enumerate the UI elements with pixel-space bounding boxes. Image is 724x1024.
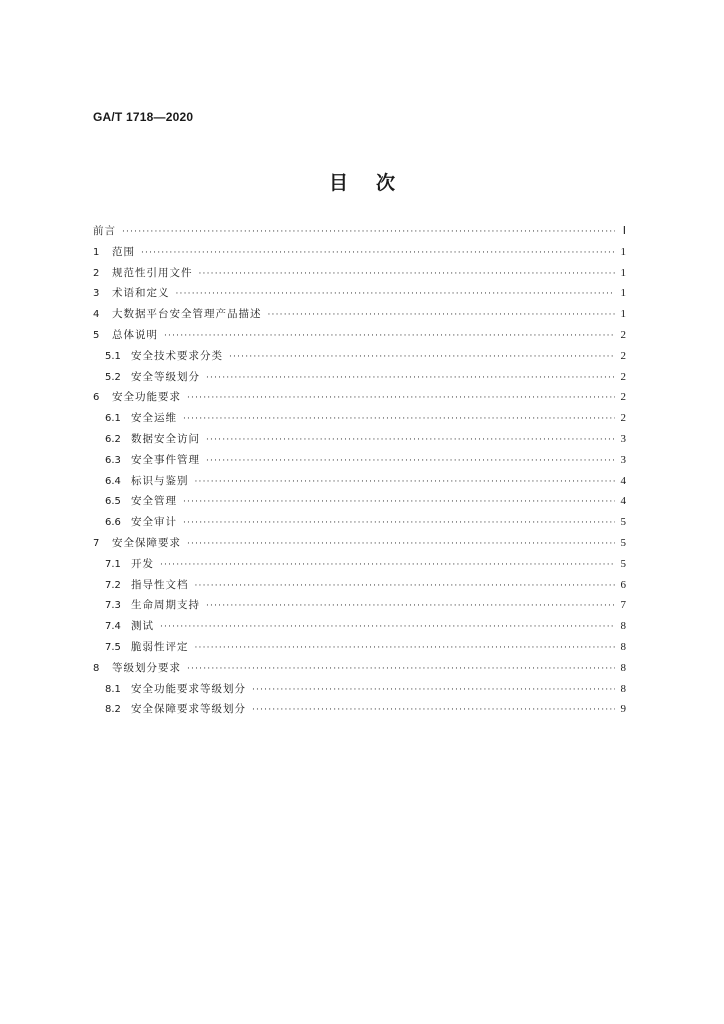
toc-entry[interactable]	[93, 242, 626, 263]
toc-entry-number: 3	[93, 288, 100, 300]
toc-entry[interactable]	[93, 367, 626, 388]
dot-leader	[164, 326, 615, 347]
toc-entry[interactable]	[93, 554, 626, 575]
toc-entry[interactable]	[93, 637, 626, 658]
dot-leader	[187, 388, 615, 409]
toc-entry-title: 安全事件管理	[131, 453, 200, 466]
toc-entry-title: 数据安全访问	[131, 432, 200, 445]
toc-entry-title: 安全功能要求	[112, 391, 181, 404]
toc-entry[interactable]	[93, 595, 626, 616]
toc-entry-page-number: 8	[620, 640, 626, 653]
toc-entry-page-number: 2	[620, 328, 626, 341]
toc-entry-page-number: 2	[620, 349, 626, 362]
toc-entry-page-number: 6	[620, 578, 626, 591]
toc-entry[interactable]	[93, 283, 626, 304]
toc-entry-number: 6.1	[105, 413, 121, 425]
toc-entry-title: 大数据平台安全管理产品描述	[112, 308, 262, 321]
toc-entry-title: 规范性引用文件	[112, 266, 193, 279]
dot-leader	[206, 368, 615, 389]
toc-entry[interactable]	[93, 429, 626, 450]
toc-entry[interactable]	[93, 221, 626, 242]
toc-entry-page-number: 5	[620, 536, 626, 549]
dot-leader	[195, 576, 616, 597]
dot-leader	[187, 534, 615, 555]
toc-entry-title: 术语和定义	[112, 287, 170, 300]
toc-entry-number: 7.1	[105, 558, 121, 570]
toc-entry-number: 5.2	[105, 371, 121, 383]
toc-entry-number: 6.5	[105, 496, 121, 508]
toc-entry[interactable]	[93, 533, 626, 554]
toc-entry-title: 安全保障要求等级划分	[131, 703, 246, 716]
toc-entry-number: 5	[93, 329, 100, 341]
dot-leader	[183, 409, 615, 430]
toc-entry-title: 安全等级划分	[131, 370, 200, 383]
toc-entry-page-number: 1	[620, 245, 626, 258]
toc-entry-title: 安全保障要求	[112, 536, 181, 549]
toc-entry[interactable]	[93, 304, 626, 325]
toc-entry[interactable]	[93, 575, 626, 596]
toc-entry-page-number: 1	[620, 266, 626, 279]
toc-entry-number: 4	[93, 309, 100, 321]
toc-entry-number: 6	[93, 392, 100, 404]
toc-entry-title: 安全功能要求等级划分	[131, 682, 246, 695]
toc-entry-page-number: 5	[620, 557, 626, 570]
toc-entry-page-number: 4	[620, 474, 626, 487]
toc-entry[interactable]	[93, 346, 626, 367]
dot-leader	[122, 222, 615, 243]
toc-entry[interactable]	[93, 699, 626, 720]
toc-entry-number: 8	[93, 662, 100, 674]
dot-leader	[160, 617, 615, 638]
toc-entry-title: 安全管理	[131, 495, 177, 508]
dot-leader	[195, 472, 616, 493]
dot-leader	[252, 700, 615, 721]
dot-leader	[206, 451, 615, 472]
dot-leader	[183, 492, 615, 513]
toc-entry-number: 7.3	[105, 600, 121, 612]
toc-entry[interactable]	[93, 325, 626, 346]
toc-entry-title: 脆弱性评定	[131, 640, 189, 653]
toc-entry-page-number: 9	[620, 703, 626, 716]
toc-entry-number: 5.1	[105, 350, 121, 362]
toc-title: 目次	[328, 172, 423, 194]
toc-entry-page-number: 3	[620, 453, 626, 466]
toc-entry-number: 7.2	[105, 579, 121, 591]
dot-leader	[187, 659, 615, 680]
toc-entry[interactable]	[93, 408, 626, 429]
toc-entry-page-number: 1	[620, 287, 626, 300]
toc-entry-page-number: 2	[620, 412, 626, 425]
toc-entry-page-number: 2	[620, 391, 626, 404]
toc-entry[interactable]	[93, 491, 626, 512]
toc-entry[interactable]	[93, 263, 626, 284]
dot-leader	[183, 513, 615, 534]
dot-leader	[206, 596, 615, 617]
toc-entry-title: 安全技术要求分类	[131, 349, 223, 362]
dot-leader	[195, 638, 616, 659]
dot-leader	[176, 284, 616, 305]
toc-entry-title: 标识与鉴别	[131, 474, 189, 487]
toc-entry-title: 范围	[112, 245, 135, 258]
toc-entry-page-number: 5	[620, 516, 626, 529]
toc-entry-number: 7.4	[105, 621, 121, 633]
toc-entry-number: 6.6	[105, 517, 121, 529]
toc-entry-title: 开发	[131, 557, 154, 570]
toc-entry-title: 测试	[131, 620, 154, 633]
toc-entry-title: 安全运维	[131, 412, 177, 425]
toc-entry[interactable]	[93, 387, 626, 408]
toc-entry-number: 2	[93, 267, 100, 279]
toc-entry-page-number: 8	[620, 682, 626, 695]
toc-entry[interactable]	[93, 512, 626, 533]
toc-entry[interactable]	[93, 658, 626, 679]
toc-entry-page-number: 2	[620, 370, 626, 383]
toc-entry-page-number: 8	[620, 620, 626, 633]
toc-entry[interactable]	[93, 679, 626, 700]
toc-entry-page-number: 7	[620, 599, 626, 612]
toc-entry-title: 总体说明	[112, 328, 158, 341]
dot-leader	[199, 264, 616, 285]
toc-entry-page-number: 4	[620, 495, 626, 508]
toc-entry-page-number: 8	[620, 661, 626, 674]
toc-entry-page-number: Ⅰ	[622, 225, 626, 237]
toc-entry-number: 6.4	[105, 475, 121, 487]
toc-entry-title: 安全审计	[131, 516, 177, 529]
dot-leader	[268, 305, 616, 326]
toc-entry[interactable]	[93, 616, 626, 637]
dot-leader	[141, 243, 615, 264]
dot-leader	[229, 347, 615, 368]
toc-entry[interactable]	[93, 471, 626, 492]
toc-entry-number: 8.1	[105, 683, 121, 695]
toc-entry-number: 6.2	[105, 433, 121, 445]
document-code: GA/T 1718—2020	[93, 110, 194, 124]
toc-entry-title: 前言	[93, 225, 116, 237]
toc-entry-page-number: 3	[620, 432, 626, 445]
toc-entry[interactable]	[93, 450, 626, 471]
toc-entry-title: 生命周期支持	[131, 599, 200, 612]
toc-entry-number: 7	[93, 537, 100, 549]
toc-entry-title: 指导性文档	[131, 578, 189, 591]
toc-entry-page-number: 1	[620, 308, 626, 321]
toc-entry-title: 等级划分要求	[112, 661, 181, 674]
toc-entry-number: 8.2	[105, 704, 121, 716]
toc-entry-number: 6.3	[105, 454, 121, 466]
toc-entry-number: 7.5	[105, 641, 121, 653]
table-of-contents	[93, 221, 626, 720]
toc-entry-number: 1	[93, 246, 100, 258]
dot-leader	[252, 680, 615, 701]
dot-leader	[160, 555, 615, 576]
dot-leader	[206, 430, 615, 451]
